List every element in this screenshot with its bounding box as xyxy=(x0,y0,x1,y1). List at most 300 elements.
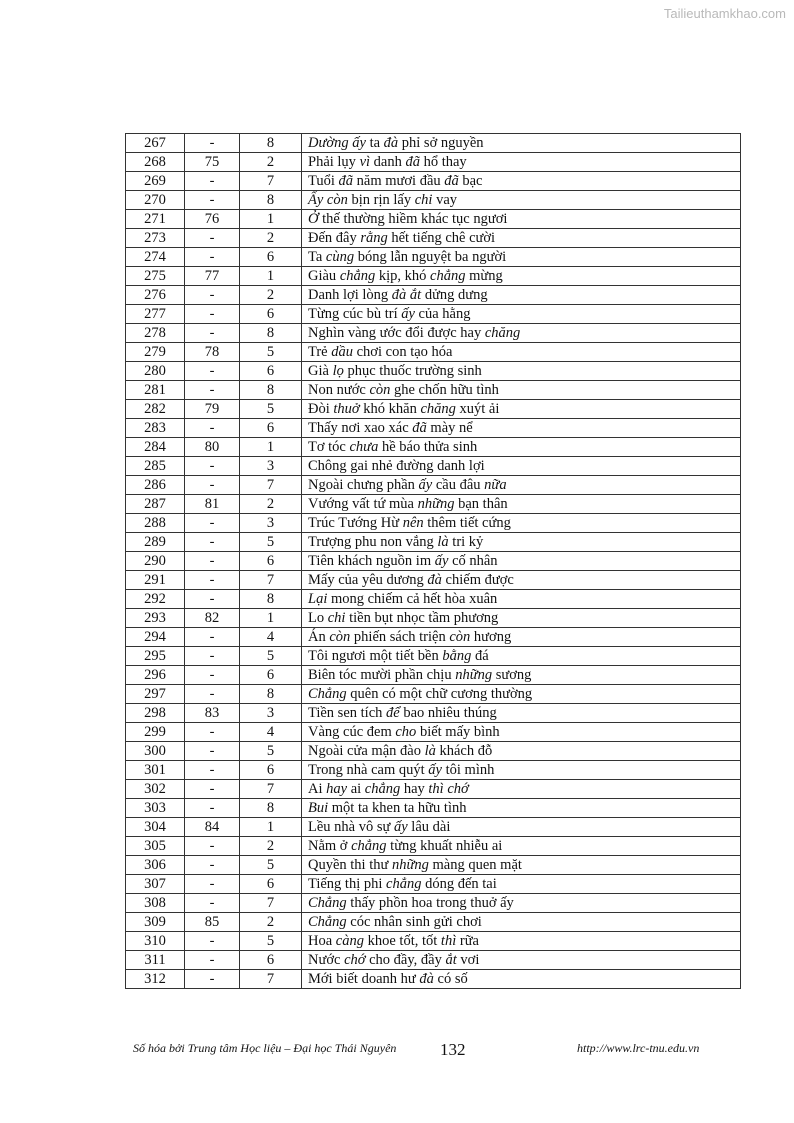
verse-text: Hoa xyxy=(308,933,336,949)
verse-text: Nằm ở xyxy=(308,838,352,854)
verse-text: cho đầy, đầy xyxy=(365,952,446,968)
reference-cell: - xyxy=(185,305,240,324)
row-number-cell: 289 xyxy=(126,533,185,552)
verse-text-cell xyxy=(302,267,741,286)
row-number-cell: 302 xyxy=(126,780,185,799)
emphasized-word: những xyxy=(391,857,429,873)
position-cell: 7 xyxy=(240,172,302,191)
row-number-cell: 277 xyxy=(126,305,185,324)
reference-cell: 83 xyxy=(185,704,240,723)
verse-text: của hằng xyxy=(414,306,471,322)
reference-cell: - xyxy=(185,666,240,685)
verse-text: từng khuất nhiễu ai xyxy=(386,838,503,854)
emphasized-word: chẳng xyxy=(364,781,401,797)
verse-text-cell xyxy=(302,894,741,913)
verse-text-cell xyxy=(302,780,741,799)
position-cell: 4 xyxy=(240,723,302,742)
emphasized-word: ắt xyxy=(445,952,457,968)
verse-text-cell xyxy=(302,324,741,343)
emphasized-word: chẳng xyxy=(386,876,422,892)
verse-text: chiếm được xyxy=(441,572,514,588)
row-number-cell: 304 xyxy=(126,818,185,837)
page-number: 132 xyxy=(440,1040,466,1059)
verse-text-cell xyxy=(302,438,741,457)
position-cell: 1 xyxy=(240,609,302,628)
reference-cell: 80 xyxy=(185,438,240,457)
table-row xyxy=(126,286,741,305)
row-number-cell: 294 xyxy=(126,628,185,647)
row-number-cell: 287 xyxy=(126,495,185,514)
verse-text: Giàu xyxy=(308,268,340,284)
row-number-cell: 282 xyxy=(126,400,185,419)
emphasized-word: chi xyxy=(414,192,433,208)
verse-text: Vàng cúc đem xyxy=(308,724,396,740)
verse-text: Đòi xyxy=(308,401,334,417)
reference-cell: - xyxy=(185,647,240,666)
row-number-cell: 305 xyxy=(126,837,185,856)
verse-text: khoe tốt, tốt xyxy=(363,933,441,949)
row-number-cell: 292 xyxy=(126,590,185,609)
verse-text: Danh lợi lòng xyxy=(308,287,392,303)
table-row xyxy=(126,913,741,932)
verse-text: ghe chốn hữu tình xyxy=(390,382,499,398)
table-row xyxy=(126,856,741,875)
emphasized-word: chăng xyxy=(420,401,456,417)
position-cell: 8 xyxy=(240,324,302,343)
position-cell: 1 xyxy=(240,818,302,837)
position-cell: 5 xyxy=(240,932,302,951)
position-cell: 5 xyxy=(240,856,302,875)
row-number-cell: 275 xyxy=(126,267,185,286)
emphasized-word: là xyxy=(424,743,436,759)
table-row xyxy=(126,723,741,742)
verse-text-cell xyxy=(302,400,741,419)
table-row xyxy=(126,267,741,286)
verse-text-cell xyxy=(302,913,741,932)
emphasized-word: còn xyxy=(329,629,351,645)
verse-text-cell xyxy=(302,856,741,875)
row-number-cell: 268 xyxy=(126,153,185,172)
verse-text: hề báo thửa sinh xyxy=(378,439,478,455)
verse-text: ai xyxy=(347,781,365,797)
row-number-cell: 311 xyxy=(126,951,185,970)
position-cell: 7 xyxy=(240,476,302,495)
reference-cell: - xyxy=(185,894,240,913)
reference-cell: - xyxy=(185,172,240,191)
verse-text: Tiên khách nguồn im xyxy=(308,553,435,569)
verse-text: Chông gai nhẻ đường danh lợi xyxy=(308,458,485,474)
row-number-cell: 299 xyxy=(126,723,185,742)
table-row xyxy=(126,799,741,818)
table-row xyxy=(126,438,741,457)
position-cell: 6 xyxy=(240,305,302,324)
emphasized-word: Lại xyxy=(308,591,328,607)
row-number-cell: 308 xyxy=(126,894,185,913)
verse-text: Nghìn vàng ước đổi được hay xyxy=(308,325,485,341)
emphasized-word: chi xyxy=(327,610,346,626)
reference-cell: - xyxy=(185,970,240,989)
verse-text: khách đỗ xyxy=(435,743,493,759)
verse-text-cell xyxy=(302,134,741,153)
table-row xyxy=(126,381,741,400)
verse-text: biết mấy bình xyxy=(416,724,500,740)
table-row xyxy=(126,533,741,552)
verse-text: bao nhiêu thúng xyxy=(399,705,497,721)
emphasized-word: Bui xyxy=(308,800,329,816)
verse-text-cell xyxy=(302,685,741,704)
reference-cell: - xyxy=(185,628,240,647)
table-row xyxy=(126,134,741,153)
reference-cell: - xyxy=(185,761,240,780)
verse-text-cell xyxy=(302,799,741,818)
verse-text: có số xyxy=(433,971,468,987)
table-row xyxy=(126,153,741,172)
emphasized-word: những xyxy=(417,496,455,512)
reference-cell: - xyxy=(185,571,240,590)
emphasized-word: đã xyxy=(444,173,459,189)
verse-text: lâu dài xyxy=(407,819,451,835)
verse-text-cell xyxy=(302,286,741,305)
reference-cell: 85 xyxy=(185,913,240,932)
footer-source: Số hóa bởi Trung tâm Học liệu – Đại học Thái Nguyên xyxy=(133,1041,397,1055)
verse-text: tri kỷ xyxy=(448,534,484,550)
verse-text: Thấy nơi xao xác xyxy=(308,420,413,436)
emphasized-word: chẳng xyxy=(339,268,376,284)
verse-text-cell xyxy=(302,590,741,609)
row-number-cell: 269 xyxy=(126,172,185,191)
verse-text: một ta khen ta hữu tình xyxy=(328,800,467,816)
verse-text: mong chiếm cả hết hòa xuân xyxy=(327,591,498,607)
verse-text-cell xyxy=(302,457,741,476)
verse-text: tiền bụt nhọc tầm phương xyxy=(345,610,499,626)
verse-text: mừng xyxy=(465,268,503,284)
verse-text: Nước xyxy=(308,952,345,968)
row-number-cell: 270 xyxy=(126,191,185,210)
row-number-cell: 267 xyxy=(126,134,185,153)
table-row xyxy=(126,324,741,343)
emphasized-word: đã xyxy=(405,154,420,170)
position-cell: 8 xyxy=(240,381,302,400)
verse-text: Tiền sen tích xyxy=(308,705,387,721)
verse-text-cell xyxy=(302,514,741,533)
reference-cell: 76 xyxy=(185,210,240,229)
verse-text-cell xyxy=(302,628,741,647)
position-cell: 5 xyxy=(240,647,302,666)
verse-text-cell xyxy=(302,742,741,761)
verse-text-cell xyxy=(302,704,741,723)
emphasized-word: chăng xyxy=(484,325,521,341)
position-cell: 7 xyxy=(240,780,302,799)
table-row xyxy=(126,571,741,590)
table-row xyxy=(126,837,741,856)
position-cell: 7 xyxy=(240,571,302,590)
verse-table-body xyxy=(126,134,741,989)
reference-cell: - xyxy=(185,951,240,970)
verse-text: Mới biết doanh hư xyxy=(308,971,420,987)
position-cell: 6 xyxy=(240,362,302,381)
emphasized-word: ấy xyxy=(434,553,449,569)
position-cell: 2 xyxy=(240,913,302,932)
position-cell: 3 xyxy=(240,457,302,476)
emphasized-word: Chẳng xyxy=(308,914,347,930)
table-row xyxy=(126,970,741,989)
verse-text: Đến đây xyxy=(308,230,361,246)
position-cell: 8 xyxy=(240,590,302,609)
verse-text: hết tiếng chê cười xyxy=(387,230,496,246)
position-cell: 2 xyxy=(240,495,302,514)
verse-text: Trúc Tướng Hừ xyxy=(308,515,403,531)
position-cell: 5 xyxy=(240,533,302,552)
verse-text-cell xyxy=(302,153,741,172)
verse-text: Trong nhà cam quýt xyxy=(308,762,429,778)
verse-text: Phải lụy xyxy=(308,154,360,170)
emphasized-word: còn xyxy=(449,629,471,645)
verse-text: cố nhân xyxy=(448,553,498,569)
emphasized-word: thuở xyxy=(333,401,360,417)
row-number-cell: 309 xyxy=(126,913,185,932)
verse-text-cell xyxy=(302,229,741,248)
emphasized-word: cho xyxy=(395,724,417,740)
verse-text-cell xyxy=(302,210,741,229)
verse-text: Lều nhà vô sự xyxy=(308,819,394,835)
table-row xyxy=(126,419,741,438)
verse-text-cell xyxy=(302,248,741,267)
verse-text-cell xyxy=(302,533,741,552)
row-number-cell: 312 xyxy=(126,970,185,989)
reference-cell: 75 xyxy=(185,153,240,172)
verse-text: phiến sách triện xyxy=(350,629,450,645)
emphasized-word: là xyxy=(437,534,449,550)
row-number-cell: 290 xyxy=(126,552,185,571)
emphasized-word: còn xyxy=(369,382,391,398)
verse-text: bóng lẫn nguyệt ba người xyxy=(354,249,507,265)
emphasized-word: đà xyxy=(427,572,442,588)
position-cell: 6 xyxy=(240,248,302,267)
watermark: Tailieuthamkhao.com xyxy=(663,6,786,21)
emphasized-word: dầu xyxy=(331,344,353,360)
verse-text-cell xyxy=(302,495,741,514)
reference-cell: - xyxy=(185,134,240,153)
reference-cell: 84 xyxy=(185,818,240,837)
table-row xyxy=(126,362,741,381)
position-cell: 8 xyxy=(240,685,302,704)
verse-text: bịn rịn lấy xyxy=(347,192,415,208)
row-number-cell: 310 xyxy=(126,932,185,951)
verse-text: Vướng vất tứ mùa xyxy=(308,496,418,512)
table-row xyxy=(126,951,741,970)
row-number-cell: 278 xyxy=(126,324,185,343)
position-cell: 2 xyxy=(240,229,302,248)
row-number-cell: 295 xyxy=(126,647,185,666)
reference-cell: 77 xyxy=(185,267,240,286)
verse-text-cell xyxy=(302,172,741,191)
table-row xyxy=(126,628,741,647)
position-cell: 1 xyxy=(240,267,302,286)
position-cell: 5 xyxy=(240,742,302,761)
verse-text: mày nể xyxy=(426,420,473,436)
position-cell: 6 xyxy=(240,419,302,438)
verse-text: Án xyxy=(308,629,330,645)
row-number-cell: 307 xyxy=(126,875,185,894)
verse-text: Tiếng thị phi xyxy=(308,876,387,892)
verse-text-cell xyxy=(302,305,741,324)
position-cell: 7 xyxy=(240,970,302,989)
reference-cell: 82 xyxy=(185,609,240,628)
emphasized-word: để xyxy=(386,705,400,721)
table-row xyxy=(126,761,741,780)
table-row xyxy=(126,514,741,533)
verse-text-cell xyxy=(302,970,741,989)
table-row xyxy=(126,172,741,191)
verse-text: Lo xyxy=(308,610,328,626)
verse-text: Quyền thi thư xyxy=(308,857,392,873)
position-cell: 6 xyxy=(240,875,302,894)
row-number-cell: 286 xyxy=(126,476,185,495)
verse-text: quên có một chữ cương thường xyxy=(346,686,533,702)
verse-text: cầu đâu xyxy=(432,477,485,493)
reference-cell: - xyxy=(185,875,240,894)
emphasized-word: nên xyxy=(402,515,424,531)
verse-text-cell xyxy=(302,647,741,666)
position-cell: 8 xyxy=(240,134,302,153)
table-row xyxy=(126,685,741,704)
verse-text: chơi con tạo hóa xyxy=(353,344,453,360)
position-cell: 8 xyxy=(240,799,302,818)
verse-text: Tơ tóc xyxy=(308,439,350,455)
emphasized-word: bằng xyxy=(442,648,472,664)
reference-cell: - xyxy=(185,381,240,400)
reference-cell: - xyxy=(185,324,240,343)
reference-cell: 78 xyxy=(185,343,240,362)
row-number-cell: 296 xyxy=(126,666,185,685)
reference-cell: - xyxy=(185,514,240,533)
position-cell: 5 xyxy=(240,343,302,362)
emphasized-word: càng xyxy=(335,933,364,949)
row-number-cell: 279 xyxy=(126,343,185,362)
verse-text: Mấy của yêu dương xyxy=(308,572,428,588)
table-row xyxy=(126,894,741,913)
reference-cell: - xyxy=(185,723,240,742)
row-number-cell: 280 xyxy=(126,362,185,381)
table-row xyxy=(126,191,741,210)
row-number-cell: 297 xyxy=(126,685,185,704)
row-number-cell: 293 xyxy=(126,609,185,628)
reference-cell: - xyxy=(185,932,240,951)
reference-cell: - xyxy=(185,685,240,704)
verse-text-cell xyxy=(302,932,741,951)
emphasized-word: rằng xyxy=(360,230,388,246)
verse-text-cell xyxy=(302,191,741,210)
verse-text: vơi xyxy=(456,952,480,968)
emphasized-word: chẳng xyxy=(351,838,387,854)
verse-text: rữa xyxy=(456,933,479,949)
row-number-cell: 271 xyxy=(126,210,185,229)
row-number-cell: 306 xyxy=(126,856,185,875)
emphasized-word: Ở xyxy=(308,211,319,227)
verse-text-cell xyxy=(302,362,741,381)
table-row xyxy=(126,476,741,495)
verse-text: đá xyxy=(471,648,489,664)
position-cell: 6 xyxy=(240,761,302,780)
verse-text: Ta xyxy=(308,249,326,265)
verse-text: thấy phồn hoa trong thuở ấy xyxy=(346,895,514,911)
emphasized-word: Dường ấy xyxy=(308,135,366,151)
position-cell: 6 xyxy=(240,951,302,970)
verse-text: bạn thân xyxy=(454,496,508,512)
row-number-cell: 285 xyxy=(126,457,185,476)
emphasized-word: thì chớ xyxy=(428,781,469,797)
verse-text: Từng cúc bù trí xyxy=(308,306,402,322)
reference-cell: - xyxy=(185,248,240,267)
reference-cell: - xyxy=(185,286,240,305)
verse-text: màng quen mặt xyxy=(428,857,522,873)
verse-text: kịp, khó xyxy=(375,268,431,284)
verse-text: hổ thay xyxy=(419,154,467,170)
table-row xyxy=(126,818,741,837)
emphasized-word: đà xyxy=(383,135,399,151)
verse-text-cell xyxy=(302,837,741,856)
verse-text: Già xyxy=(308,363,333,379)
reference-cell: - xyxy=(185,742,240,761)
table-row xyxy=(126,305,741,324)
emphasized-word: lọ xyxy=(332,363,344,379)
row-number-cell: 276 xyxy=(126,286,185,305)
verse-text-cell xyxy=(302,951,741,970)
verse-text: hay xyxy=(400,781,429,797)
verse-table xyxy=(125,133,741,989)
table-row xyxy=(126,609,741,628)
verse-text: xuýt ải xyxy=(455,401,500,417)
reference-cell: 81 xyxy=(185,495,240,514)
table-row xyxy=(126,457,741,476)
row-number-cell: 301 xyxy=(126,761,185,780)
row-number-cell: 284 xyxy=(126,438,185,457)
footer-url: http://www.lrc-tnu.edu.vn xyxy=(577,1041,700,1055)
emphasized-word: đã xyxy=(338,173,354,189)
position-cell: 1 xyxy=(240,210,302,229)
reference-cell: - xyxy=(185,476,240,495)
verse-text: thế thường hiềm khác tục ngươi xyxy=(318,211,508,227)
verse-text: Ai xyxy=(308,781,327,797)
verse-text-cell xyxy=(302,875,741,894)
emphasized-word: Ấy còn xyxy=(308,192,348,208)
reference-cell: - xyxy=(185,590,240,609)
reference-cell: - xyxy=(185,552,240,571)
table-row xyxy=(126,875,741,894)
table-row xyxy=(126,932,741,951)
table-row xyxy=(126,343,741,362)
verse-text-cell xyxy=(302,723,741,742)
verse-text: dửng dưng xyxy=(421,287,488,303)
reference-cell: - xyxy=(185,799,240,818)
row-number-cell: 283 xyxy=(126,419,185,438)
verse-text: danh xyxy=(370,154,406,170)
verse-text-cell xyxy=(302,609,741,628)
emphasized-word: chớ xyxy=(344,952,366,968)
table-row xyxy=(126,552,741,571)
emphasized-word: những xyxy=(455,667,493,683)
verse-text: Trượng phu non vắng xyxy=(308,534,438,550)
position-cell: 7 xyxy=(240,894,302,913)
row-number-cell: 300 xyxy=(126,742,185,761)
emphasized-word: đà xyxy=(419,971,434,987)
position-cell: 3 xyxy=(240,704,302,723)
position-cell: 6 xyxy=(240,552,302,571)
position-cell: 6 xyxy=(240,666,302,685)
emphasized-word: đã xyxy=(412,420,427,436)
verse-text: vay xyxy=(432,192,457,208)
emphasized-word: ấy xyxy=(393,819,408,835)
